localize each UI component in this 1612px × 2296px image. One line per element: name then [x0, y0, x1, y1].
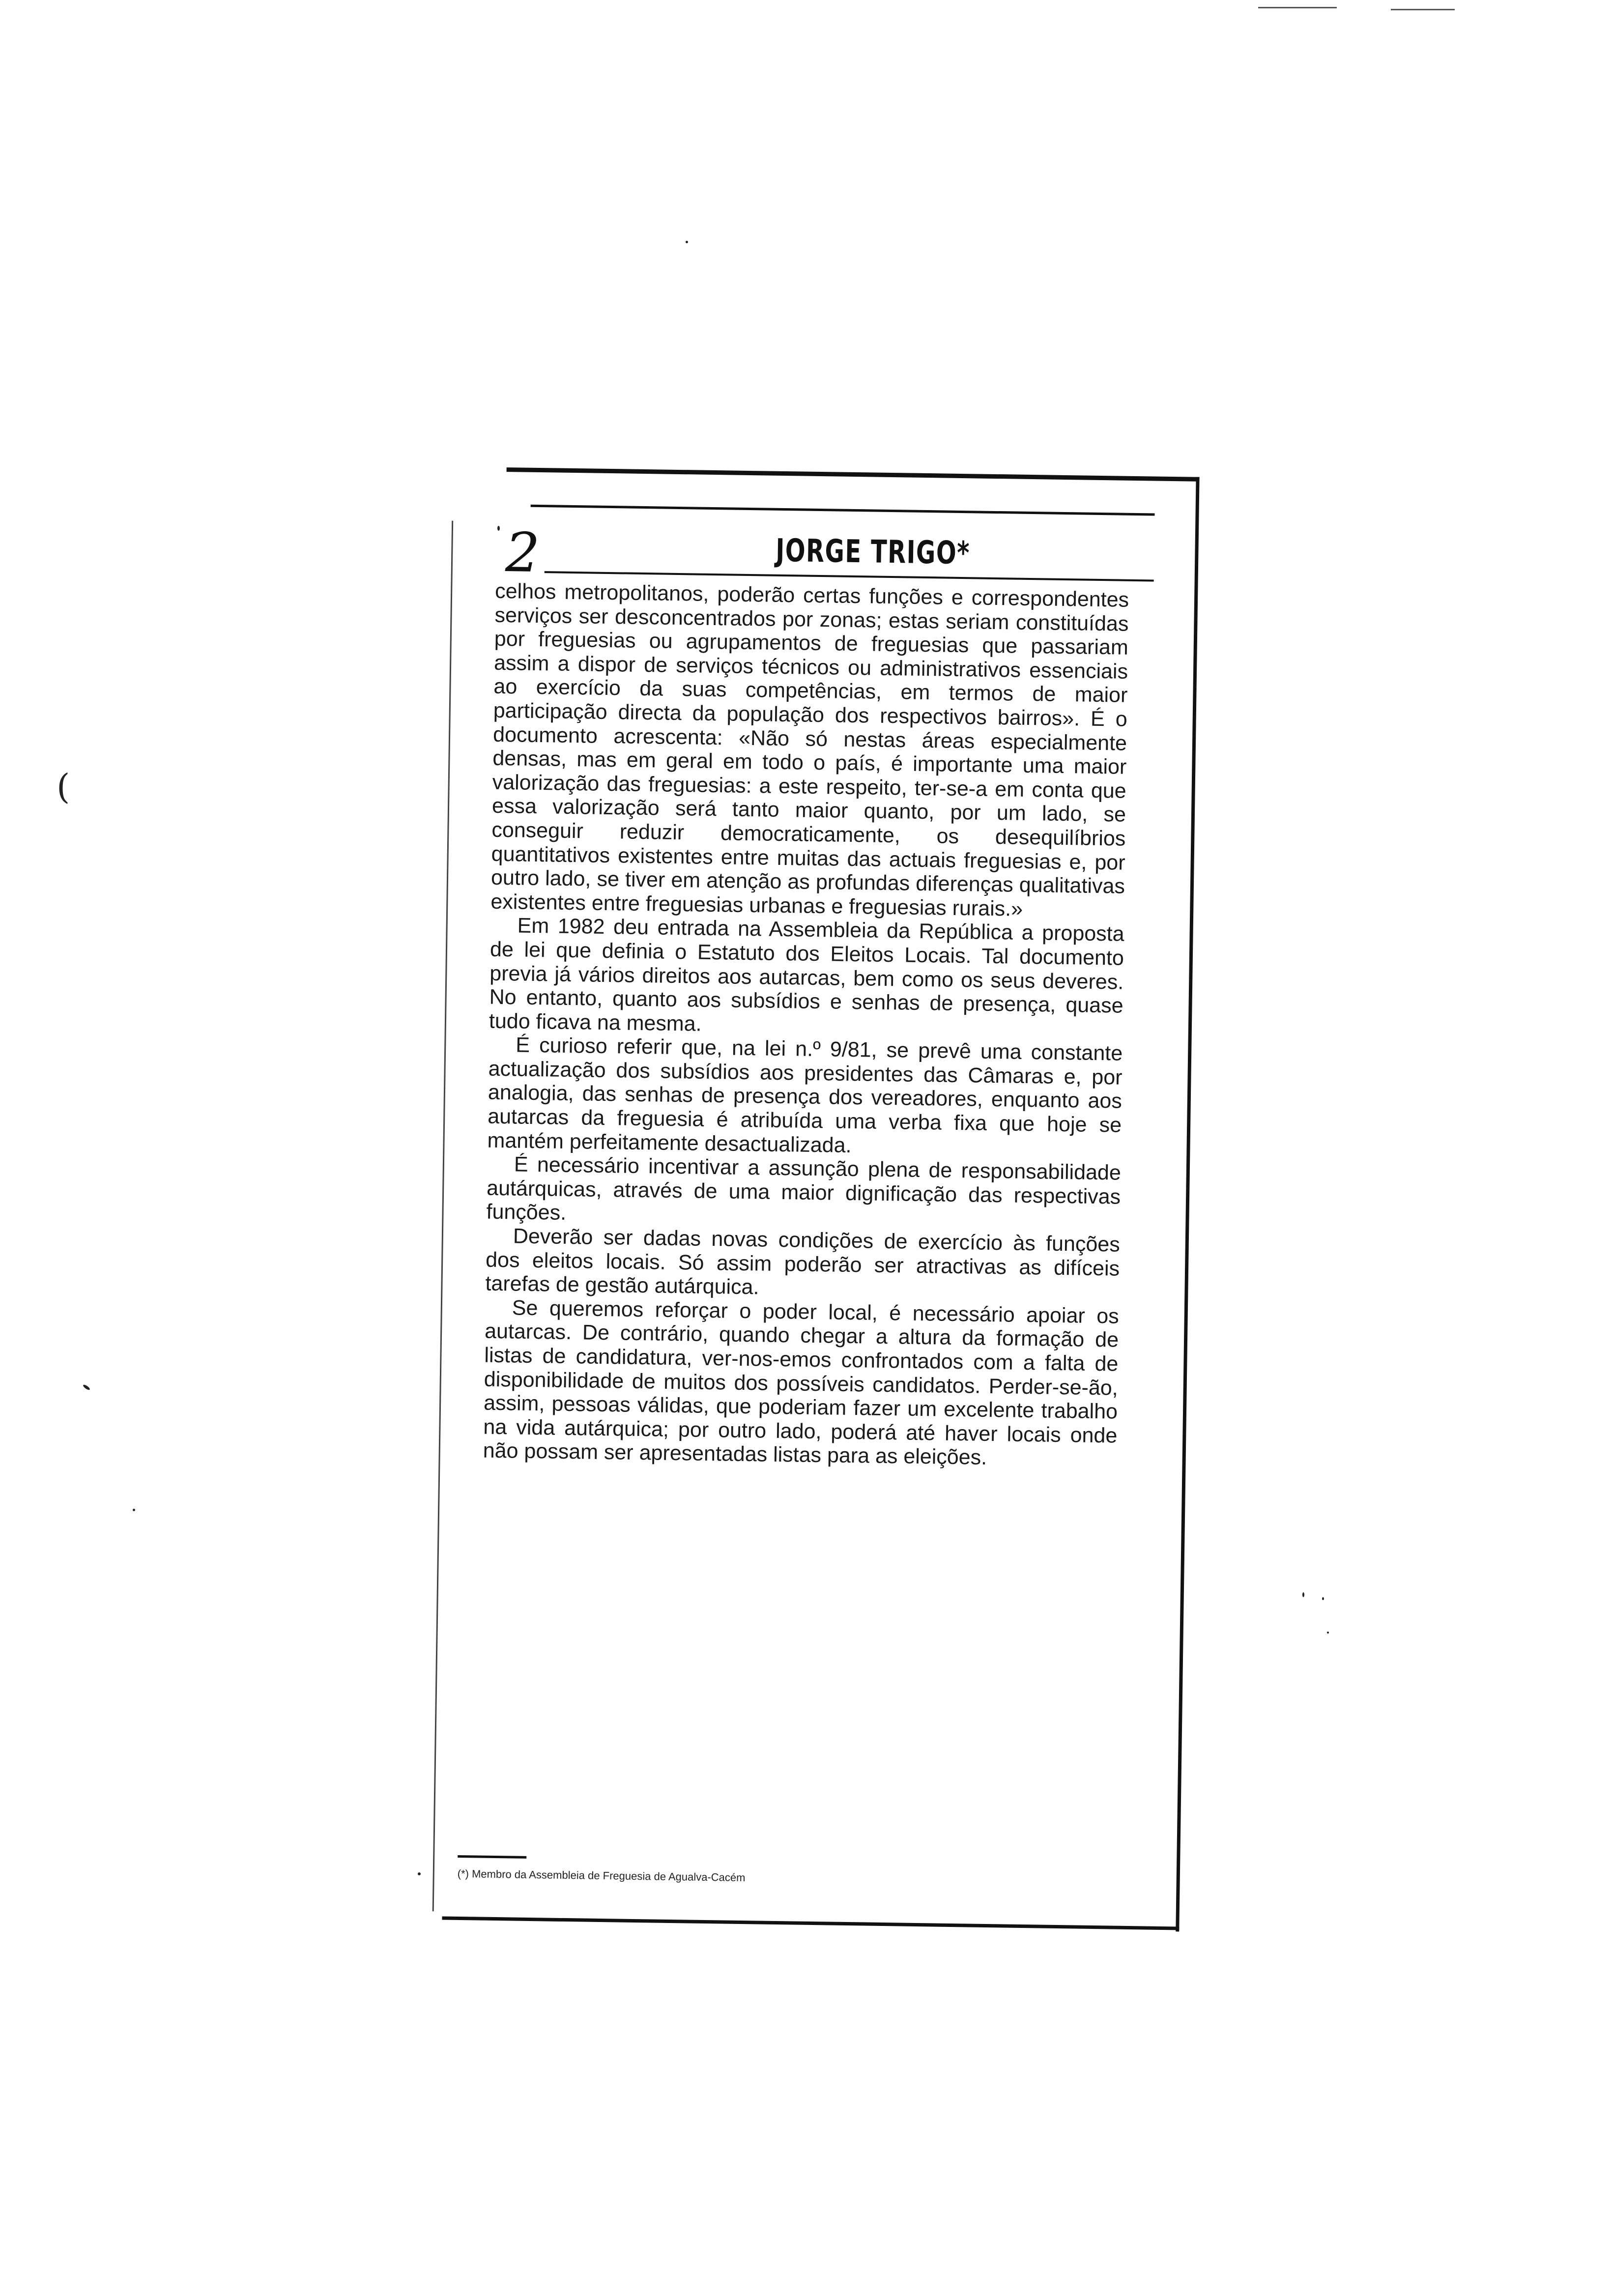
clipping-bottom-rule — [442, 1917, 1179, 1930]
footnote-rule — [458, 1855, 526, 1859]
article-paragraph: Se queremos reforçar o poder local, é necessário apoiar os autarcas. De contrário, quando chegar a altura da formação de listas de candidatura, ver-nos-emos confrontados com a falta de disponibilidade de muitos dos possíveis candidatos. Perder-se-ão, assim, pessoas válidas, que poderiam fazer um excelente trabalho na vida autárquica; por outro lado, poderá até haver locais onde não possam ser apresentadas listas para as eleições. — [483, 1296, 1120, 1470]
clipping-left-rule — [432, 521, 454, 1912]
scan-mark-top-2 — [1391, 9, 1455, 10]
newspaper-clipping — [432, 467, 1199, 1932]
article-paragraph: Deverão ser dadas novas condições de exercício às funções dos eleitos locais. Só assim poderão ser atractivas as difíceis tarefas de gestão autárquica. — [485, 1224, 1121, 1299]
article-paragraph: É necessário incentivar a assunção plena de responsabilidade autárquicas, através de uma maior dignificação das respectivas funções. — [486, 1152, 1122, 1225]
article-body — [483, 579, 1129, 1472]
scan-mark-top-1 — [1258, 7, 1337, 8]
author-footnote: (*) Membro da Assembleia de Freguesia de Agualva-Cacém — [457, 1867, 746, 1884]
scan-bracket-mark: ( — [57, 767, 70, 807]
scan-speck — [1327, 1632, 1329, 1634]
scan-speck — [418, 1872, 421, 1875]
scan-speck — [1302, 1592, 1304, 1597]
article-paragraph: celhos metropolitanos, poderão certas funções e correspondentes serviços ser desconcentrados por zonas; estas seriam constituídas por freguesias ou agrupamentos de freguesias que passariam assim a dispor de serviços técnicos ou administrativos essenciais ao exercício da suas competências, em termos de maior participação directa da população dos respectivos bairros». É o documento acrescenta: «Não só nestas áreas especialmente densas, mas em geral em todo o país, é importante uma maior valorização das freguesias: a este respeito, ter-se-a em conta que essa valorização será tanto maior quanto, por um lado, se conseguir reduzir democraticamente, os desequilíbrios quantitativos existentes entre muitas das actuais freguesias e, por outro lado, se tiver em atenção as profundas diferenças qualitativas existentes entre freguesias urbanas e freguesias rurais.» — [490, 579, 1129, 921]
header-rule-lower — [545, 571, 1154, 581]
page-number: 2 — [505, 521, 541, 585]
header-rule-upper — [531, 505, 1155, 516]
clipping-top-rule — [507, 467, 1200, 482]
author-byline: JORGE TRIGO* — [775, 532, 971, 572]
scan-speck — [1322, 1597, 1324, 1600]
scan-speck — [686, 241, 688, 243]
article-paragraph: É curioso referir que, na lei n.º 9/81, se prevê uma constante actualização dos subsídios aos presidentes das Câmaras e, por analogia, das senhas de presença dos vereadores, enquanto aos autarcas da freguesia é atribuída uma verba fixa que hoje se mantém perfeitamente desactualizada. — [487, 1033, 1123, 1157]
scan-speck — [83, 1384, 91, 1391]
clipping-right-rule — [1176, 477, 1199, 1932]
article-paragraph: Em 1982 deu entrada na Assembleia da República a proposta de lei que definia o Estatuto dos Eleitos Locais. Tal documento previa já vários direitos aos autarcas, bem como os seus deveres. No entanto, quanto aos subsídios e senhas de presença, quase tudo ficava na mesma. — [489, 914, 1124, 1036]
scan-speck — [133, 1509, 135, 1511]
